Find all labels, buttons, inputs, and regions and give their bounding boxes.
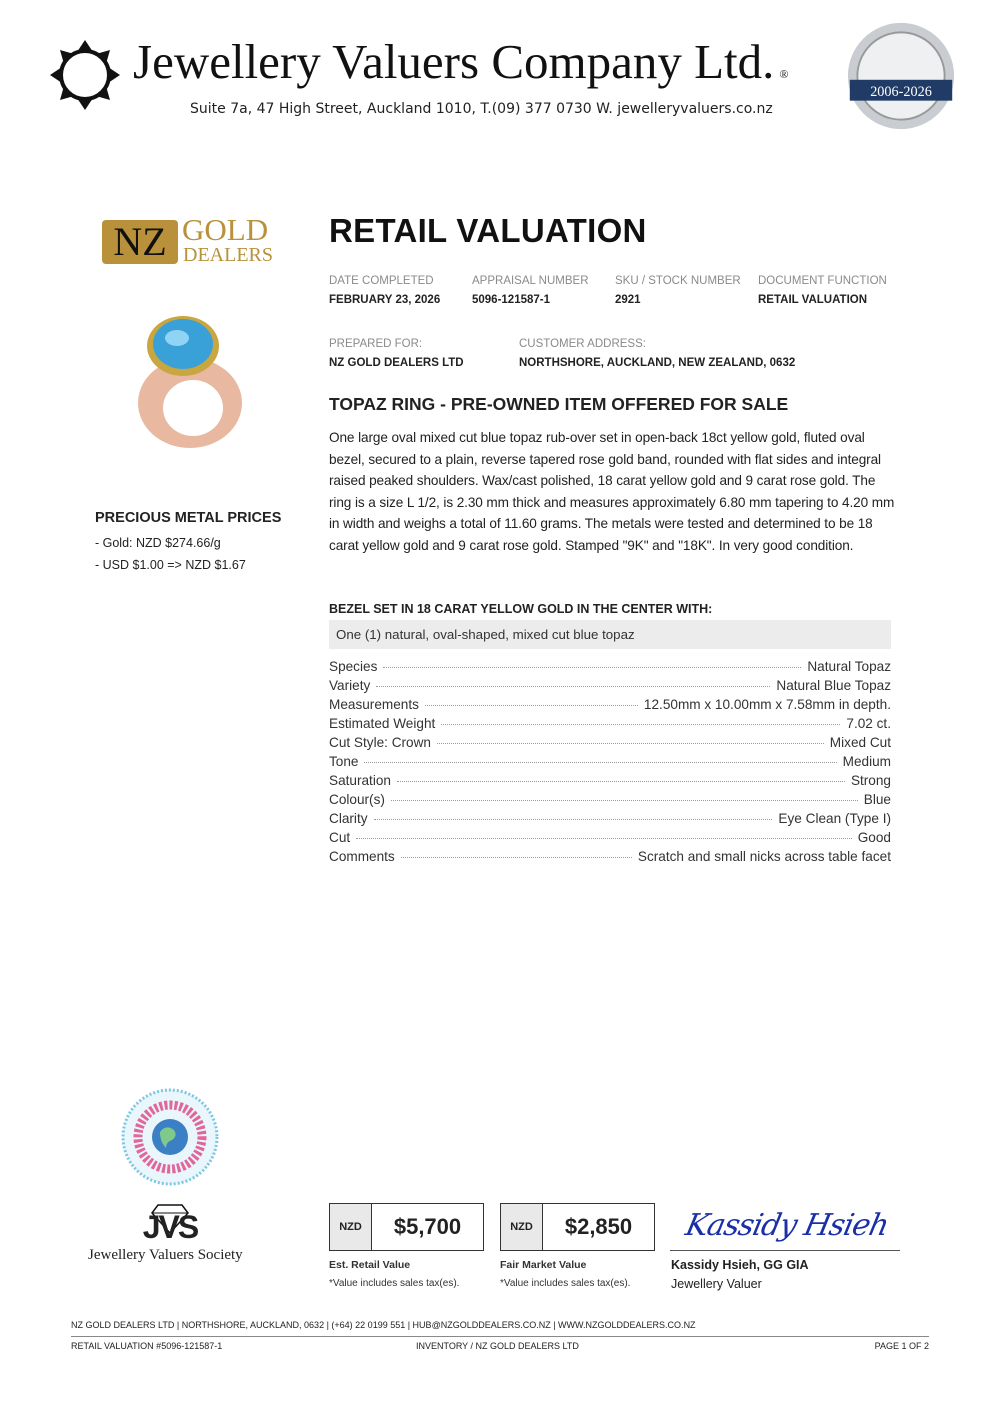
footer-inventory: INVENTORY / NZ GOLD DEALERS LTD bbox=[416, 1341, 579, 1351]
item-title: TOPAZ RING - PRE-OWNED ITEM OFFERED FOR SALE bbox=[329, 394, 789, 414]
setting-heading: BEZEL SET IN 18 CARAT YELLOW GOLD IN THE CENTER WITH: bbox=[329, 602, 713, 616]
spec-row bbox=[329, 658, 891, 677]
spec-label: Tone bbox=[329, 754, 359, 769]
fair-market-value-box: NZD $2,850 bbox=[500, 1203, 655, 1251]
anniversary-seal bbox=[846, 18, 962, 134]
nz-gold-dealers-logo: NZ GOLD DEALERS bbox=[102, 218, 282, 266]
svg-text:2006-2026: 2006-2026 bbox=[870, 83, 932, 100]
spec-label: Clarity bbox=[329, 811, 368, 826]
spec-label: Cut Style: Crown bbox=[329, 735, 431, 750]
meta-document-function: DOCUMENT FUNCTION RETAIL VALUATION bbox=[758, 275, 887, 306]
spec-row bbox=[329, 696, 891, 715]
spec-row bbox=[329, 715, 891, 734]
spec-label: Variety bbox=[329, 678, 371, 693]
valuer-title: Jewellery Valuer bbox=[671, 1277, 762, 1291]
leader-dots bbox=[425, 705, 638, 706]
leader-dots bbox=[356, 838, 852, 839]
valuer-signature: Kassidy Hsieh bbox=[682, 1208, 892, 1243]
spec-value: Natural Topaz bbox=[807, 659, 891, 674]
metal-prices-list bbox=[95, 533, 246, 576]
stone-summary: One (1) natural, oval-shaped, mixed cut blue topaz bbox=[329, 620, 891, 649]
society-seal bbox=[120, 1088, 220, 1186]
meta-sku: SKU / STOCK NUMBER 2921 bbox=[615, 275, 741, 306]
jvs-name: Jewellery Valuers Society bbox=[88, 1247, 243, 1263]
spec-value: 12.50mm x 10.00mm x 7.58mm in depth. bbox=[643, 697, 891, 712]
spec-row bbox=[329, 810, 891, 829]
leader-dots bbox=[376, 686, 770, 687]
prepared-for: PREPARED FOR: NZ GOLD DEALERS LTD bbox=[329, 338, 464, 369]
jvs-logo: JVS bbox=[124, 1203, 216, 1243]
spec-value: Scratch and small nicks across table facet bbox=[637, 849, 891, 864]
spec-row bbox=[329, 829, 891, 848]
retail-value-caption: Est. Retail Value *Value includes sales tax(es). bbox=[329, 1259, 460, 1289]
leader-dots bbox=[397, 781, 845, 782]
spec-row bbox=[329, 791, 891, 810]
leader-dots bbox=[374, 819, 773, 820]
signature-line bbox=[670, 1250, 900, 1251]
spec-row bbox=[329, 772, 891, 791]
specs-list bbox=[329, 658, 891, 867]
valuer-name: Kassidy Hsieh, GG GIA bbox=[671, 1258, 809, 1272]
spec-label: Species bbox=[329, 659, 378, 674]
page-title: RETAIL VALUATION bbox=[329, 212, 647, 249]
metal-prices-heading: PRECIOUS METAL PRICES bbox=[95, 510, 282, 526]
leader-dots bbox=[364, 762, 836, 763]
spec-label: Estimated Weight bbox=[329, 716, 436, 731]
spec-row bbox=[329, 753, 891, 772]
spec-value: Eye Clean (Type I) bbox=[778, 811, 891, 826]
spec-label: Measurements bbox=[329, 697, 419, 712]
company-address: Suite 7a, 47 High Street, Auckland 1010, T.(09) 377 0730 W. jewelleryvaluers.co.nz bbox=[190, 101, 773, 117]
spec-value: Blue bbox=[863, 792, 891, 807]
spec-label: Colour(s) bbox=[329, 792, 385, 807]
spec-label: Saturation bbox=[329, 773, 391, 788]
spec-row bbox=[329, 848, 891, 867]
meta-date: DATE COMPLETED FEBRUARY 23, 2026 bbox=[329, 275, 441, 306]
meta-appraisal-number: APPRAISAL NUMBER 5096-121587-1 bbox=[472, 275, 589, 306]
retail-value-box: NZD $5,700 bbox=[329, 1203, 484, 1251]
ring-photo bbox=[125, 308, 255, 458]
footer-reference: RETAIL VALUATION #5096-121587-1 bbox=[71, 1341, 223, 1351]
spec-label: Comments bbox=[329, 849, 395, 864]
leader-dots bbox=[391, 800, 858, 801]
page-number: PAGE 1 OF 2 bbox=[874, 1341, 929, 1351]
customer-address: CUSTOMER ADDRESS: NORTHSHORE, AUCKLAND, NEW ZEALAND, 0632 bbox=[519, 338, 796, 369]
spec-row bbox=[329, 677, 891, 696]
footer-rule bbox=[71, 1336, 929, 1337]
spec-value: Mixed Cut bbox=[829, 735, 891, 750]
metal-price-usd: - USD $1.00 => NZD $1.67 bbox=[95, 557, 246, 572]
company-star-logo bbox=[48, 38, 122, 112]
company-name: Jewellery Valuers Company Ltd. ® bbox=[133, 34, 789, 89]
leader-dots bbox=[437, 743, 824, 744]
leader-dots bbox=[383, 667, 801, 668]
spec-value: Medium bbox=[842, 754, 891, 769]
spec-value: Natural Blue Topaz bbox=[776, 678, 891, 693]
leader-dots bbox=[441, 724, 840, 725]
spec-value: 7.02 ct. bbox=[846, 716, 891, 731]
leader-dots bbox=[401, 857, 632, 858]
spec-label: Cut bbox=[329, 830, 351, 845]
footer-contact: NZ GOLD DEALERS LTD | NORTHSHORE, AUCKLAND, 0632 | (+64) 22 0199 551 | HUB@NZGOLDDEALERS.CO.NZ | WWW.NZGOLDDEALERS.CO.NZ bbox=[71, 1320, 696, 1330]
item-description: One large oval mixed cut blue topaz rub-over set in open-back 18ct yellow gold, fluted oval bezel, secured to a plain, reverse tapered rose gold band, rounded with flat sides and integral raised peaked shoulders. Wax/cast polished, 18 carat yellow gold and 9 carat rose gold. The ring is a size L 1/2, is 2.30 mm thick and measures approximately 6.80 mm tapering to 4.20 mm in width and weighs a total of 11.60 grams. The metals were tested and determined to be 18 carat yellow gold and 9 carat rose gold. Stamped "9K" and "18K". In very good condition. bbox=[329, 430, 895, 553]
spec-row bbox=[329, 734, 891, 753]
spec-value: Good bbox=[857, 830, 891, 845]
metal-price-gold: - Gold: NZD $274.66/g bbox=[95, 536, 221, 550]
spec-value: Strong bbox=[850, 773, 891, 788]
fair-market-value-caption: Fair Market Value *Value includes sales tax(es). bbox=[500, 1259, 631, 1289]
